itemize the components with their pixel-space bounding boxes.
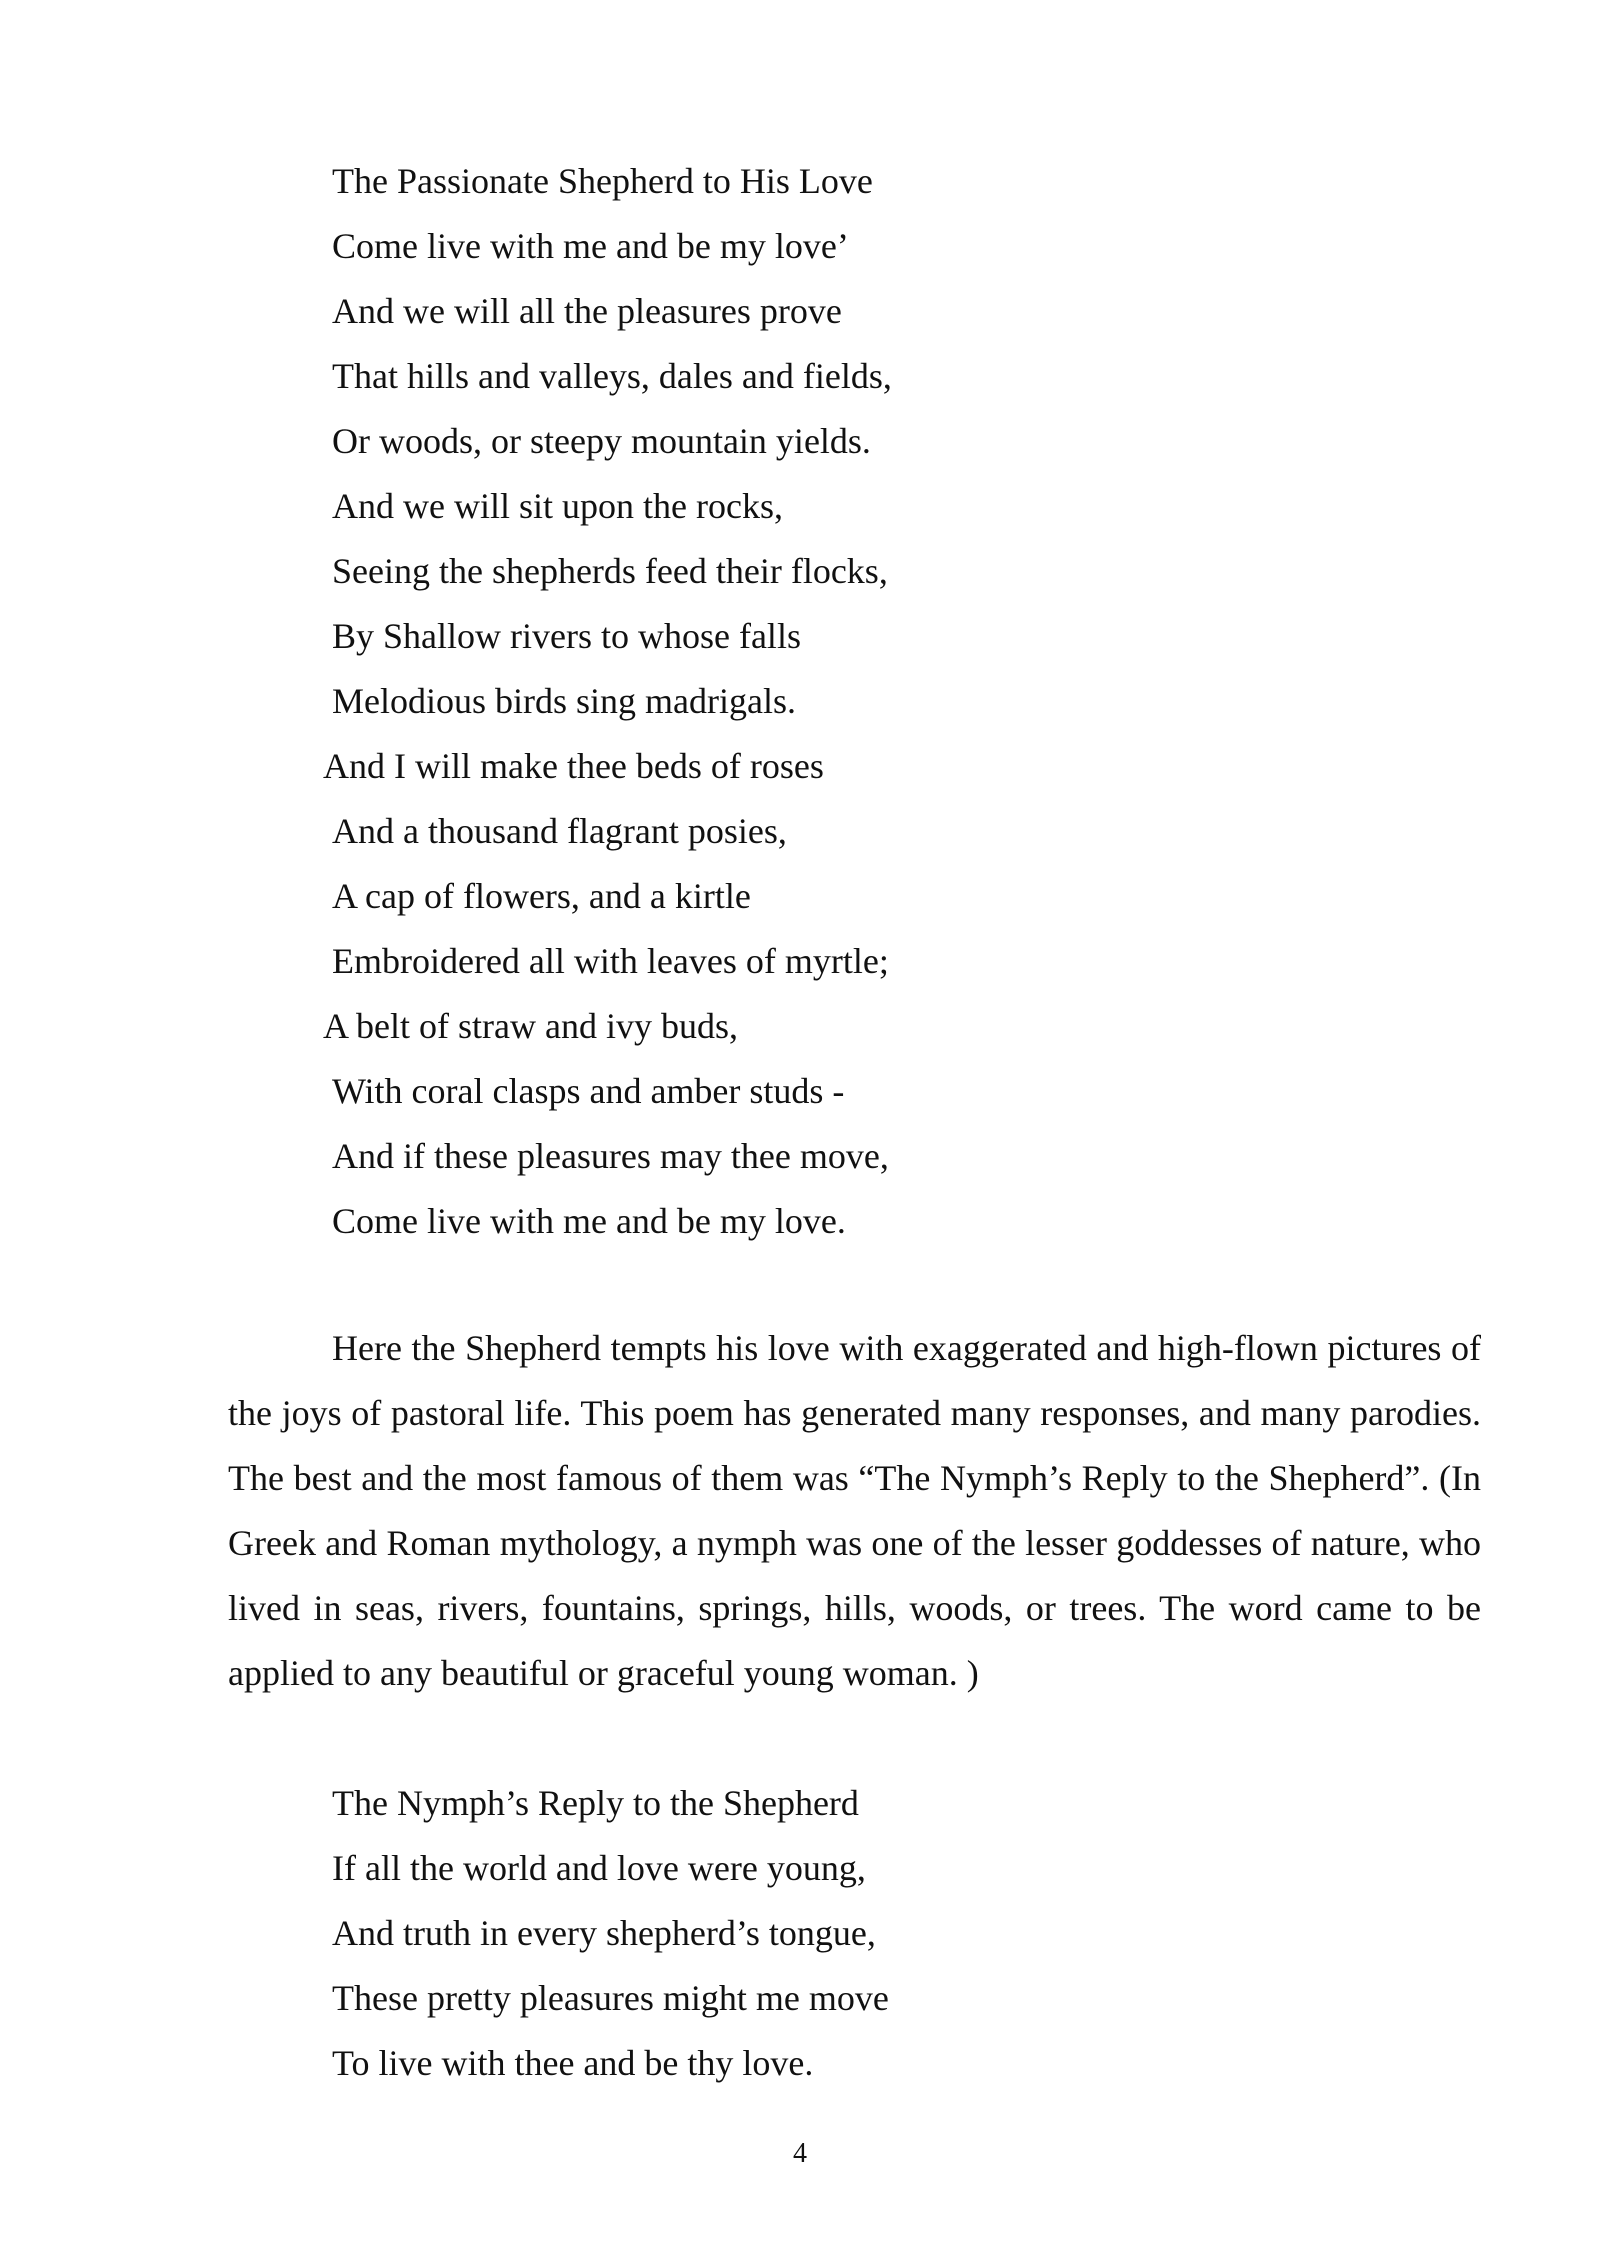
poem-line: And we will sit upon the rocks, xyxy=(332,486,783,526)
poem-line: By Shallow rivers to whose falls xyxy=(332,616,801,656)
poem-line: And I will make thee beds of roses xyxy=(323,746,824,786)
poem-line: That hills and valleys, dales and fields, xyxy=(332,356,892,396)
poem-line: Seeing the shepherds feed their flocks, xyxy=(332,551,888,591)
poem-line: Embroidered all with leaves of myrtle; xyxy=(332,941,889,981)
page-number: 4 xyxy=(793,2138,807,2169)
poem-passionate-shepherd xyxy=(323,149,1332,1254)
poem-line: Come live with me and be my love’ xyxy=(332,226,849,266)
poem-title: The Passionate Shepherd to His Love xyxy=(332,161,873,201)
poem-line: Or woods, or steepy mountain yields. xyxy=(332,421,871,461)
poem-line: If all the world and love were young, xyxy=(332,1848,866,1888)
poem-line: And truth in every shepherd’s tongue, xyxy=(332,1913,876,1953)
poem-line: A belt of straw and ivy buds, xyxy=(323,1006,738,1046)
poem-line: Come live with me and be my love. xyxy=(332,1201,846,1241)
poem-line: And we will all the pleasures prove xyxy=(332,291,842,331)
poem-line: And a thousand flagrant posies, xyxy=(332,811,787,851)
poem-line: A cap of flowers, and a kirtle xyxy=(332,876,751,916)
commentary-paragraph: Here the Shepherd tempts his love with exaggerated and high-flown pictures of the joys of pastoral life. This poem has generated many responses, and many parodies. The best and the most famous of them was “The Nymph’s Reply to the Shepherd”. (In Greek and Roman mythology, a nymph was one of the lesser goddesses of nature, who lived in seas, rivers, fountains, springs, hills, woods, or trees. The word came to be applied to any beautiful or graceful young woman. ) xyxy=(228,1328,1481,1693)
poem-title: The Nymph’s Reply to the Shepherd xyxy=(332,1783,859,1823)
poem-line: Melodious birds sing madrigals. xyxy=(332,681,796,721)
poem-line: And if these pleasures may thee move, xyxy=(332,1136,889,1176)
poem-line: With coral clasps and amber studs - xyxy=(332,1071,845,1111)
poem-line: These pretty pleasures might me move xyxy=(332,1978,889,2018)
poem-nymphs-reply xyxy=(332,1771,1332,2096)
poem-line: To live with thee and be thy love. xyxy=(332,2043,814,2083)
